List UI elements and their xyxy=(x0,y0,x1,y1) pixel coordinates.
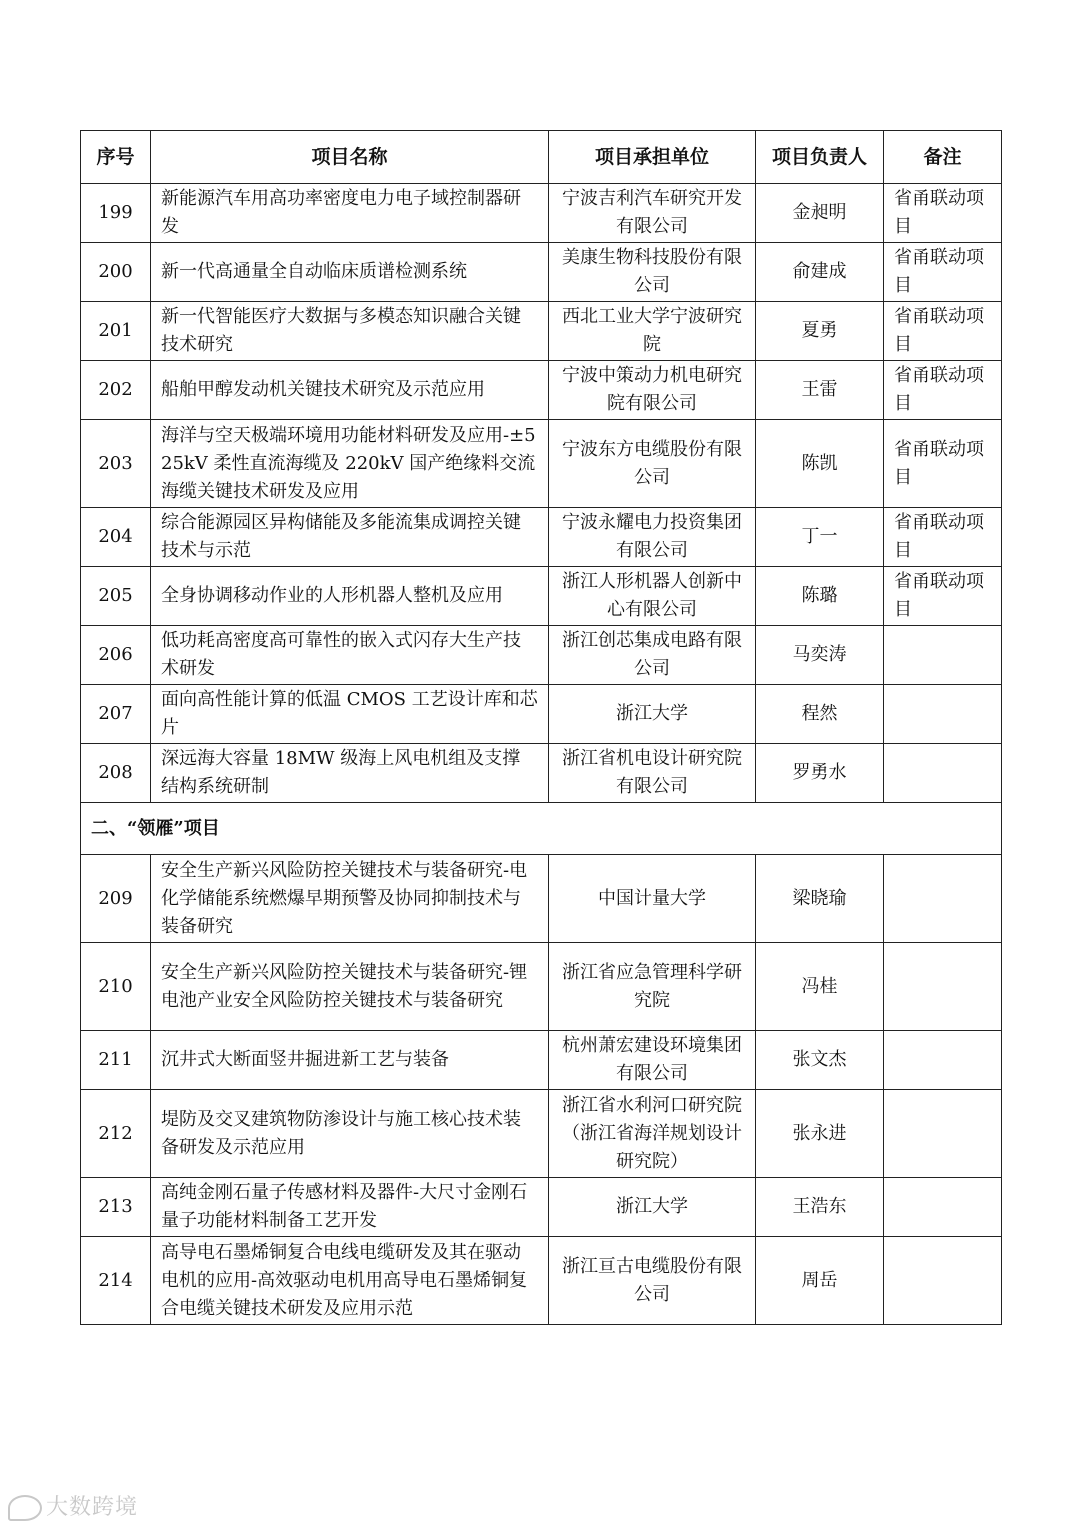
cell-note: 省甬联动项目 xyxy=(884,361,1002,420)
section-body xyxy=(81,803,1002,855)
cell-unit: 宁波永耀电力投资集团有限公司 xyxy=(549,508,756,567)
table-row xyxy=(81,855,1002,943)
cell-name: 高纯金刚石量子传感材料及器件-大尺寸金刚石量子功能材料制备工艺开发 xyxy=(151,1178,549,1237)
table-row xyxy=(81,184,1002,243)
cell-name: 低功耗高密度高可靠性的嵌入式闪存大生产技术研发 xyxy=(151,626,549,685)
cell-unit: 浙江省水利河口研究院（浙江省海洋规划设计研究院） xyxy=(549,1090,756,1178)
cell-note xyxy=(884,685,1002,744)
cell-unit: 浙江大学 xyxy=(549,1178,756,1237)
cell-lead: 张永进 xyxy=(756,1090,884,1178)
cell-name: 安全生产新兴风险防控关键技术与装备研究-锂电池产业安全风险防控关键技术与装备研究 xyxy=(151,943,549,1031)
cell-name: 沉井式大断面竖井掘进新工艺与装备 xyxy=(151,1031,549,1090)
cell-lead: 冯桂 xyxy=(756,943,884,1031)
cell-note xyxy=(884,1090,1002,1178)
cell-name: 船舶甲醇发动机关键技术研究及示范应用 xyxy=(151,361,549,420)
cell-note xyxy=(884,626,1002,685)
cell-no: 205 xyxy=(81,567,151,626)
table-row xyxy=(81,567,1002,626)
cell-unit: 宁波东方电缆股份有限公司 xyxy=(549,420,756,508)
cell-no: 200 xyxy=(81,243,151,302)
logo-icon xyxy=(8,1495,42,1521)
cell-unit: 宁波中策动力机电研究院有限公司 xyxy=(549,361,756,420)
section-title: 二、“领雁”项目 xyxy=(81,803,1002,855)
cell-note: 省甬联动项目 xyxy=(884,184,1002,243)
cell-lead: 夏勇 xyxy=(756,302,884,361)
cell-note: 省甬联动项目 xyxy=(884,243,1002,302)
cell-unit: 美康生物科技股份有限公司 xyxy=(549,243,756,302)
cell-note xyxy=(884,1178,1002,1237)
cell-name: 综合能源园区异构储能及多能流集成调控关键技术与示范 xyxy=(151,508,549,567)
table-row xyxy=(81,361,1002,420)
cell-name: 安全生产新兴风险防控关键技术与装备研究-电化学储能系统燃爆早期预警及协同抑制技术与装备研究 xyxy=(151,855,549,943)
table-row xyxy=(81,1178,1002,1237)
cell-lead: 俞建成 xyxy=(756,243,884,302)
cell-lead: 陈凯 xyxy=(756,420,884,508)
cell-note xyxy=(884,1237,1002,1325)
cell-lead: 王雷 xyxy=(756,361,884,420)
cell-name: 新一代高通量全自动临床质谱检测系统 xyxy=(151,243,549,302)
watermark-text: 大数跨境 xyxy=(46,1495,139,1520)
table-row xyxy=(81,1031,1002,1090)
cell-lead: 周岳 xyxy=(756,1237,884,1325)
table-row xyxy=(81,744,1002,803)
cell-no: 199 xyxy=(81,184,151,243)
cell-note: 省甬联动项目 xyxy=(884,420,1002,508)
cell-lead: 马奕涛 xyxy=(756,626,884,685)
cell-lead: 梁晓瑜 xyxy=(756,855,884,943)
table-row xyxy=(81,420,1002,508)
cell-note xyxy=(884,1031,1002,1090)
header-note: 备注 xyxy=(884,131,1002,184)
cell-name: 高导电石墨烯铜复合电线电缆研发及其在驱动电机的应用-高效驱动电机用高导电石墨烯铜复合电缆关键技术研发及应用示范 xyxy=(151,1237,549,1325)
cell-note xyxy=(884,943,1002,1031)
project-table xyxy=(80,130,1002,1325)
cell-note: 省甬联动项目 xyxy=(884,508,1002,567)
table-row xyxy=(81,943,1002,1031)
header-no: 序号 xyxy=(81,131,151,184)
cell-note: 省甬联动项目 xyxy=(884,302,1002,361)
cell-no: 207 xyxy=(81,685,151,744)
table-body-b xyxy=(81,855,1002,1325)
table-row xyxy=(81,685,1002,744)
header-row xyxy=(81,131,1002,184)
cell-lead: 张文杰 xyxy=(756,1031,884,1090)
cell-no: 210 xyxy=(81,943,151,1031)
table-row xyxy=(81,243,1002,302)
table-row xyxy=(81,302,1002,361)
cell-unit: 浙江人形机器人创新中心有限公司 xyxy=(549,567,756,626)
cell-unit: 浙江省应急管理科学研究院 xyxy=(549,943,756,1031)
cell-name: 全身协调移动作业的人形机器人整机及应用 xyxy=(151,567,549,626)
cell-unit: 中国计量大学 xyxy=(549,855,756,943)
watermark xyxy=(8,1490,138,1521)
table-body-a xyxy=(81,184,1002,803)
section-row xyxy=(81,803,1002,855)
cell-no: 203 xyxy=(81,420,151,508)
cell-unit: 杭州萧宏建设环境集团有限公司 xyxy=(549,1031,756,1090)
cell-name: 新能源汽车用高功率密度电力电子域控制器研发 xyxy=(151,184,549,243)
cell-lead: 金昶明 xyxy=(756,184,884,243)
cell-no: 212 xyxy=(81,1090,151,1178)
header-lead: 项目负责人 xyxy=(756,131,884,184)
cell-name: 新一代智能医疗大数据与多模态知识融合关键技术研究 xyxy=(151,302,549,361)
cell-unit: 浙江大学 xyxy=(549,685,756,744)
cell-no: 208 xyxy=(81,744,151,803)
cell-lead: 陈璐 xyxy=(756,567,884,626)
table-row xyxy=(81,1090,1002,1178)
cell-no: 211 xyxy=(81,1031,151,1090)
cell-no: 209 xyxy=(81,855,151,943)
cell-name: 面向高性能计算的低温 CMOS 工艺设计库和芯片 xyxy=(151,685,549,744)
cell-lead: 罗勇水 xyxy=(756,744,884,803)
table-row xyxy=(81,626,1002,685)
cell-name: 深远海大容量 18MW 级海上风电机组及支撑结构系统研制 xyxy=(151,744,549,803)
cell-note xyxy=(884,855,1002,943)
cell-no: 202 xyxy=(81,361,151,420)
cell-no: 214 xyxy=(81,1237,151,1325)
cell-lead: 程然 xyxy=(756,685,884,744)
cell-name: 海洋与空天极端环境用功能材料研发及应用-±525kV 柔性直流海缆及 220kV 国产绝缘料交流海缆关键技术研发及应用 xyxy=(151,420,549,508)
cell-unit: 浙江亘古电缆股份有限公司 xyxy=(549,1237,756,1325)
cell-note: 省甬联动项目 xyxy=(884,567,1002,626)
cell-unit: 西北工业大学宁波研究院 xyxy=(549,302,756,361)
cell-no: 201 xyxy=(81,302,151,361)
cell-note xyxy=(884,744,1002,803)
cell-no: 206 xyxy=(81,626,151,685)
cell-unit: 宁波吉利汽车研究开发有限公司 xyxy=(549,184,756,243)
header-name: 项目名称 xyxy=(151,131,549,184)
cell-unit: 浙江创芯集成电路有限公司 xyxy=(549,626,756,685)
table-row xyxy=(81,508,1002,567)
table-row xyxy=(81,1237,1002,1325)
cell-lead: 丁一 xyxy=(756,508,884,567)
cell-no: 213 xyxy=(81,1178,151,1237)
cell-unit: 浙江省机电设计研究院有限公司 xyxy=(549,744,756,803)
cell-name: 堤防及交叉建筑物防渗设计与施工核心技术装备研发及示范应用 xyxy=(151,1090,549,1178)
header-unit: 项目承担单位 xyxy=(549,131,756,184)
cell-no: 204 xyxy=(81,508,151,567)
cell-lead: 王浩东 xyxy=(756,1178,884,1237)
